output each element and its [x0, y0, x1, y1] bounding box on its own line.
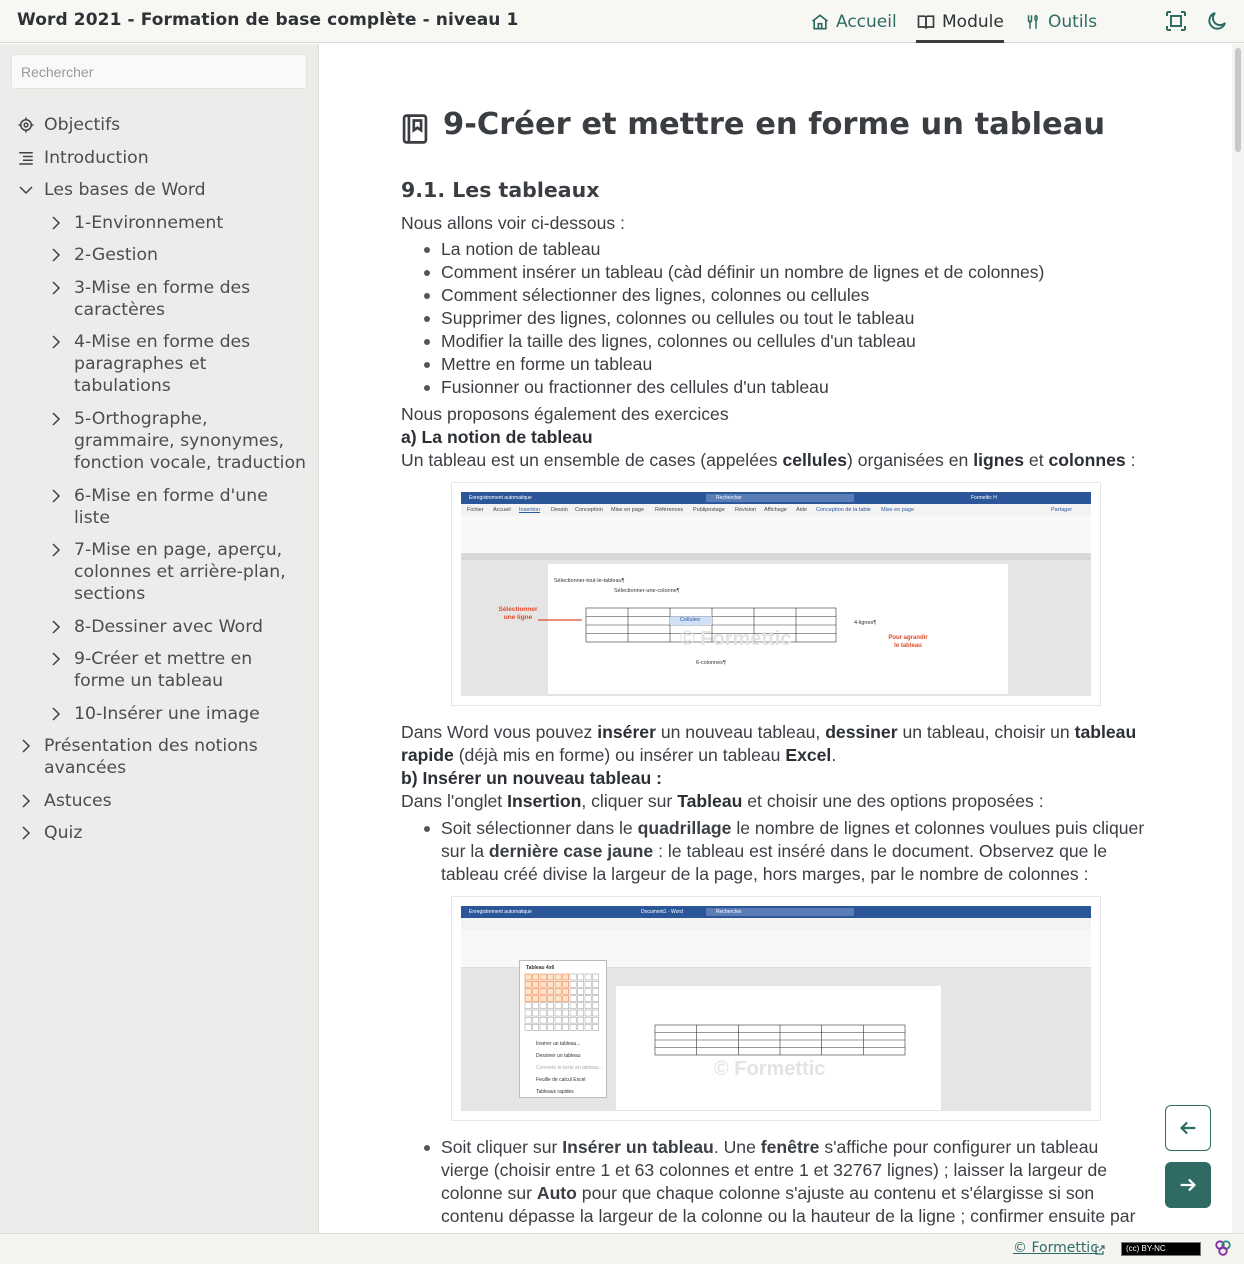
ribbon-tab: Fichier	[467, 507, 484, 513]
chevron-right-icon[interactable]	[47, 246, 65, 264]
ribbon-tab: Conception de la table	[816, 507, 871, 513]
grid-cell[interactable]	[525, 1010, 531, 1016]
grid-cell[interactable]	[533, 1010, 539, 1016]
scrollbar-thumb[interactable]	[1235, 48, 1241, 152]
word-search-label: Rechercher	[716, 495, 742, 501]
grid-cell[interactable]	[540, 988, 546, 994]
fullscreen-icon[interactable]	[1164, 9, 1188, 33]
chevron-right-icon[interactable]	[17, 792, 35, 810]
footer	[0, 1233, 1244, 1264]
exercises-text: Nous proposons également des exercices	[401, 404, 729, 424]
grid-cell[interactable]	[570, 1024, 576, 1030]
chevron-down-icon[interactable]	[17, 181, 35, 199]
grid-cell[interactable]	[548, 974, 554, 980]
ribbon-tab: Aide	[796, 507, 808, 513]
menu-item-insert-table[interactable]: Insérer un tableau...	[536, 1041, 581, 1047]
word-ribbon-tabs	[461, 504, 1091, 516]
ribbon-tab: Mise en page	[611, 507, 645, 513]
grid-cell[interactable]	[593, 1024, 599, 1030]
list-item: Soit cliquer sur Insérer un tableau. Une fenêtre s'affiche pour configurer un tableau vierge (choisir entre 1 et 63 colonnes et entre 1 et 32767 lignes) ; laisser la largeur de colonne sur Auto pour que chaque colonne s'ajuste au contenu et s'élargisse si son contenu dépasse la largeur de la colonne ou la hauteur de la ligne ; confirmer ensuite par	[401, 1136, 1149, 1251]
grid-cell[interactable]	[548, 996, 554, 1002]
label-columns: 6-colonnes¶	[696, 660, 726, 666]
grid-cell[interactable]	[555, 1003, 561, 1009]
grid-cell[interactable]	[555, 1010, 561, 1016]
ribbon-tab: Publipostage	[693, 507, 725, 513]
grid-cell[interactable]	[593, 1017, 599, 1023]
word-search-label: Rechercher	[716, 909, 742, 915]
share-label: Partager	[1051, 507, 1073, 513]
grid-cell[interactable]	[570, 1017, 576, 1023]
grid-cell[interactable]	[563, 1024, 569, 1030]
insert-methods-list	[401, 817, 1149, 886]
grid-cell[interactable]	[563, 1010, 569, 1016]
grid-cell[interactable]	[548, 988, 554, 994]
grid-cell[interactable]	[563, 974, 569, 980]
grid-cell[interactable]	[563, 988, 569, 994]
ribbon-tab: Conception	[575, 507, 603, 513]
intro-text: Nous allons voir ci-dessous :	[401, 213, 625, 233]
arrow-left-icon	[1177, 1117, 1199, 1139]
grid-cell[interactable]	[533, 1024, 539, 1030]
chevron-right-icon[interactable]	[47, 618, 65, 636]
grid-cell[interactable]	[585, 1010, 591, 1016]
grid-cell[interactable]	[593, 1010, 599, 1016]
word-user-label: Formettic H	[971, 495, 997, 501]
grid-cell[interactable]	[540, 996, 546, 1002]
sidebar-item-10[interactable]: 10-Insérer une image	[74, 704, 260, 724]
word-ribbon-tabs	[461, 918, 1091, 930]
list-item: La notion de tableau	[401, 238, 1044, 261]
tools-icon	[1024, 12, 1042, 32]
insert-instruction-text: Dans l'onglet Insertion, cliquer sur Tableau et choisir une des options proposées :	[401, 791, 1044, 811]
nav-home-label: Accueil	[836, 11, 897, 32]
sidebar-item-5[interactable]: 5-Orthographe, grammaire, synonymes, fonction vocale, traduction	[74, 409, 307, 473]
grid-cell[interactable]	[578, 996, 584, 1002]
grid-cell[interactable]	[578, 1010, 584, 1016]
sidebar-item-astuces[interactable]: Astuces	[44, 791, 112, 811]
grid-cell[interactable]	[533, 988, 539, 994]
list-item: Supprimer des lignes, colonnes ou cellules ou tout le tableau	[401, 307, 1044, 330]
insert-options-text-2: rapide (déjà mis en forme) ou insérer un tableau Excel.	[401, 745, 837, 765]
external-link-icon	[1094, 1244, 1106, 1256]
arrow-right-icon	[1177, 1174, 1199, 1196]
grid-cell[interactable]	[570, 1003, 576, 1009]
chevron-right-icon[interactable]	[47, 541, 65, 559]
list-item: Fusionner ou fractionner des cellules d'un tableau	[401, 376, 1044, 399]
grid-cell[interactable]	[563, 1003, 569, 1009]
grid-cell[interactable]	[570, 996, 576, 1002]
grid-cell[interactable]	[540, 1024, 546, 1030]
chevron-right-icon[interactable]	[47, 487, 65, 505]
screenshot-table-notion	[451, 482, 1101, 706]
logo-icon	[1214, 1239, 1232, 1257]
grid-cell[interactable]	[555, 1024, 561, 1030]
grid-cell[interactable]	[570, 988, 576, 994]
chevron-right-icon[interactable]	[47, 214, 65, 232]
grid-cell[interactable]	[570, 981, 576, 987]
grid-cell[interactable]	[525, 988, 531, 994]
ribbon-tab: Mise en page	[881, 507, 915, 513]
grid-cell[interactable]	[540, 1003, 546, 1009]
license-badge[interactable]: (cc) BY-NC	[1121, 1242, 1201, 1256]
sidebar-item-quiz[interactable]: Quiz	[44, 823, 83, 843]
word-ribbon-body	[461, 516, 1091, 554]
grid-cell[interactable]	[555, 981, 561, 987]
grid-cell[interactable]	[555, 988, 561, 994]
bookmark-book-icon	[400, 112, 430, 146]
grid-cell[interactable]	[563, 1017, 569, 1023]
autosave-label: Enregistrement automatique	[469, 909, 532, 915]
sidebar-item-les-bases[interactable]: Les bases de Word	[44, 180, 206, 200]
grid-cell[interactable]	[533, 996, 539, 1002]
chevron-right-icon[interactable]	[47, 650, 65, 668]
section-title: 9.1. Les tableaux	[401, 178, 600, 202]
subsection-a-title: a) La notion de tableau	[401, 427, 593, 447]
list-item: Soit sélectionner dans le quadrillage le nombre de lignes et colonnes voulues puis cliquer sur la dernière case jaune : le tableau est inséré dans le document. Observez que le tableau créé divise la largeur de la page, hors marges, par le nombre de colonnes :	[401, 817, 1149, 886]
grid-cell[interactable]	[533, 981, 539, 987]
grid-cell[interactable]	[548, 1010, 554, 1016]
grid-cell[interactable]	[578, 988, 584, 994]
label-cell: Cellule¤	[680, 617, 700, 623]
grid-cell[interactable]	[585, 996, 591, 1002]
sidebar-item-4[interactable]: 4-Mise en forme des paragraphes et tabulations	[74, 332, 251, 396]
grid-cell[interactable]	[578, 1024, 584, 1030]
grid-cell[interactable]	[585, 974, 591, 980]
sidebar-item-objectifs[interactable]: Objectifs	[44, 115, 121, 135]
inserted-table	[654, 1024, 908, 1058]
grid-cell[interactable]	[585, 1024, 591, 1030]
nav-module[interactable]	[916, 0, 1004, 43]
insert-options-text: Dans Word vous pouvez insérer un nouveau tableau, dessiner un tableau, choisir un tableau	[401, 722, 1137, 742]
grid-cell[interactable]	[578, 1003, 584, 1009]
ribbon-tab-active: Insertion	[519, 507, 541, 513]
label-select-column: Sélectionner-une-colonne¶	[614, 588, 680, 594]
label-rows: 4-lignes¶	[854, 620, 877, 626]
next-page-button[interactable]	[1165, 1162, 1211, 1208]
ribbon-tab: Affichage	[764, 507, 787, 513]
label-enlarge: Pour agrandir le tableau	[888, 635, 928, 649]
grid-cell[interactable]	[593, 996, 599, 1002]
table-dropdown-menu	[519, 960, 607, 1098]
grid-cell[interactable]	[525, 981, 531, 987]
grid-cell[interactable]	[525, 996, 531, 1002]
word-title-bar	[461, 492, 1091, 504]
list-item: Modifier la taille des lignes, colonnes ou cellules d'un tableau	[401, 330, 1044, 353]
home-icon	[810, 12, 830, 32]
sidebar-item-2[interactable]: 2-Gestion	[74, 245, 158, 265]
grid-cell[interactable]	[593, 981, 599, 987]
ribbon-tab: Révision	[735, 507, 757, 513]
grid-cell[interactable]	[578, 974, 584, 980]
formettic-link[interactable]: © Formettic	[1013, 1240, 1098, 1256]
grid-cell[interactable]	[525, 974, 531, 980]
grid-cell[interactable]	[540, 1010, 546, 1016]
chevron-right-icon[interactable]	[47, 279, 65, 297]
grid-cell[interactable]	[578, 981, 584, 987]
grid-cell[interactable]	[555, 996, 561, 1002]
sidebar-item-1[interactable]: 1-Environnement	[74, 213, 224, 233]
previous-page-button[interactable]	[1165, 1105, 1211, 1151]
grid-cell[interactable]	[570, 1010, 576, 1016]
chevron-right-icon[interactable]	[17, 737, 35, 755]
grid-cell[interactable]	[578, 1017, 584, 1023]
sidebar-item-introduction[interactable]: Introduction	[44, 148, 149, 168]
target-icon	[17, 116, 35, 134]
grid-cell[interactable]	[585, 1017, 591, 1023]
grid-cell[interactable]	[593, 974, 599, 980]
list-icon	[17, 149, 35, 167]
grid-cell[interactable]	[555, 1017, 561, 1023]
chevron-right-icon[interactable]	[47, 705, 65, 723]
grid-cell[interactable]	[548, 1003, 554, 1009]
chevron-right-icon[interactable]	[47, 333, 65, 351]
menu-item-excel-sheet[interactable]: Feuille de calcul Excel	[536, 1077, 586, 1083]
word-window-2	[461, 906, 1091, 1111]
nav-tools[interactable]	[1024, 0, 1097, 43]
word-document-page	[616, 986, 941, 1110]
screenshot-insert-table	[451, 896, 1101, 1121]
grid-cell[interactable]	[548, 1017, 554, 1023]
word-title-bar	[461, 906, 1091, 918]
grid-cell[interactable]	[585, 988, 591, 994]
sidebar	[0, 44, 319, 1233]
grid-cell[interactable]	[593, 988, 599, 994]
subsection-b-title: b) Insérer un nouveau tableau :	[401, 768, 663, 788]
sidebar-item-6[interactable]: 6-Mise en forme d'une liste	[74, 486, 268, 528]
menu-item-quick-tables[interactable]: Tableaux rapides	[536, 1089, 574, 1095]
top-bar	[0, 0, 1244, 43]
grid-cell[interactable]	[548, 1024, 554, 1030]
grid-cell[interactable]	[540, 981, 546, 987]
grid-cell[interactable]	[555, 974, 561, 980]
grid-cell[interactable]	[570, 974, 576, 980]
ribbon-tab: Références	[655, 507, 684, 513]
word-document-page	[498, 564, 1008, 694]
label-select-row: Sélectionner une ligne	[498, 606, 538, 621]
grid-cell[interactable]	[585, 1003, 591, 1009]
sidebar-item-8[interactable]: 8-Dessiner avec Word	[74, 617, 264, 637]
nav-tools-label: Outils	[1048, 11, 1098, 32]
main-content	[320, 44, 1232, 1233]
sidebar-item-7[interactable]: 7-Mise en page, aperçu, colonnes et arrière-plan, sections	[74, 540, 286, 604]
watermark: © Formettic	[680, 628, 792, 650]
page-title: 9-Créer et mettre en forme un tableau	[443, 107, 1106, 142]
grid-cell[interactable]	[525, 1003, 531, 1009]
grid-cell[interactable]	[533, 1003, 539, 1009]
autosave-label: Enregistrement automatique	[469, 495, 532, 501]
chevron-right-icon[interactable]	[47, 410, 65, 428]
app-title: Word 2021 - Formation de base complète - niveau 1	[17, 10, 519, 30]
grid-cell[interactable]	[540, 1017, 546, 1023]
nav-home[interactable]	[810, 0, 897, 43]
grid-cell[interactable]	[525, 1024, 531, 1030]
scrollbar[interactable]	[1232, 44, 1244, 1233]
chevron-right-icon[interactable]	[17, 824, 35, 842]
label-select-all: Sélectionner-tout-le-tableau¶	[554, 578, 625, 584]
watermark: © Formettic	[714, 1058, 826, 1080]
grid-cell[interactable]	[563, 981, 569, 987]
menu-item-convert-text[interactable]: Convertir le texte en tableau...	[536, 1065, 603, 1071]
grid-cell[interactable]	[533, 974, 539, 980]
grid-cell[interactable]	[593, 1003, 599, 1009]
grid-cell[interactable]	[533, 1017, 539, 1023]
sidebar-item-9[interactable]: 9-Créer et mettre en forme un tableau	[74, 649, 253, 691]
dark-mode-icon[interactable]	[1205, 9, 1229, 33]
sidebar-item-3[interactable]: 3-Mise en forme des caractères	[74, 278, 251, 320]
grid-cell[interactable]	[548, 981, 554, 987]
grid-cell[interactable]	[525, 1017, 531, 1023]
word-search-box	[706, 908, 854, 916]
word-window-1	[461, 492, 1091, 696]
topics-list	[401, 238, 1044, 399]
grid-cell[interactable]	[585, 981, 591, 987]
grid-cell[interactable]	[563, 996, 569, 1002]
list-item: Comment sélectionner des lignes, colonnes ou cellules	[401, 284, 1044, 307]
document-name: Document1 - Word	[641, 909, 683, 915]
grid-cell[interactable]	[540, 974, 546, 980]
menu-item-draw-table[interactable]: Dessiner un tableau	[536, 1053, 581, 1059]
nav-module-label: Module	[942, 11, 1004, 32]
table-grid-picker[interactable]	[524, 973, 602, 1033]
ribbon-tab: Accueil	[493, 507, 511, 513]
book-icon	[916, 12, 936, 32]
list-item: Mettre en forme un tableau	[401, 353, 1044, 376]
word-search-box	[706, 494, 854, 502]
sidebar-item-notions-avancees[interactable]: Présentation des notions avancées	[44, 736, 258, 778]
list-item: Comment insérer un tableau (càd définir un nombre de lignes et de colonnes)	[401, 261, 1044, 284]
word-ruler	[461, 554, 1091, 560]
table-grid-title: Tableau 4x6	[526, 965, 555, 971]
search-input[interactable]: Rechercher	[11, 54, 307, 89]
ribbon-tab: Dessin	[551, 507, 568, 513]
table-definition-text: Un tableau est un ensemble de cases (appelées cellules) organisées en lignes et colonnes :	[401, 450, 1136, 470]
